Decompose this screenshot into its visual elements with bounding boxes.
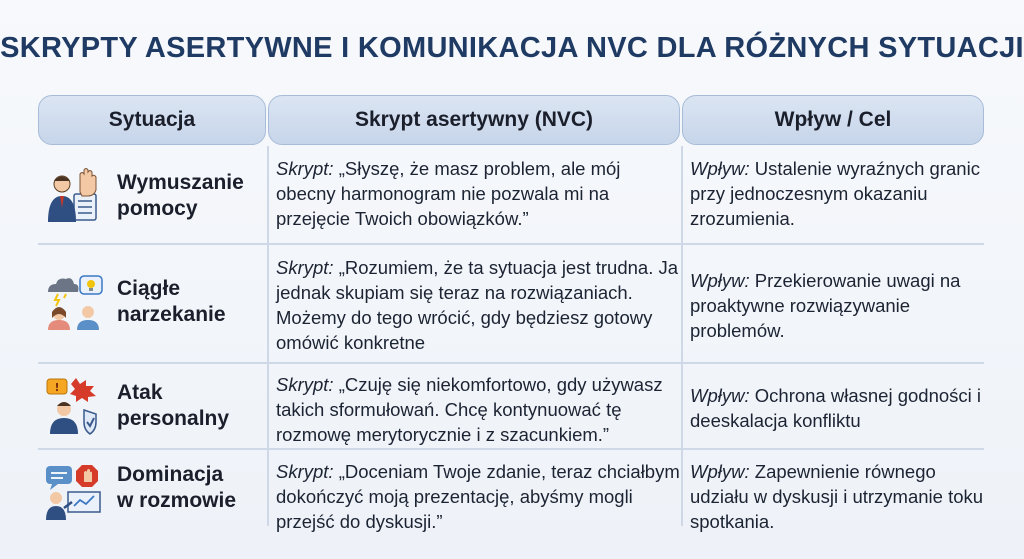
script-label: Skrypt: [276,461,334,482]
row-divider [38,448,984,450]
person-shield-icon [44,376,104,436]
effect-cell [690,383,985,433]
situation-line: Wymuszanie [117,171,244,194]
effect-text: Ustalenie wyraźnych granic przy jednoczesnym okazaniu zrozumienia. [690,158,980,229]
speech-stop-presentation-icon [44,462,104,522]
script-cell [276,255,680,355]
header-effect-label: Wpływ / Cel [774,108,892,131]
script-text: „Słyszę, że masz problem, ale mój obecny harmonogram nie pozwala mi na przejęcie Twoich obowiązków.” [276,158,621,229]
person-stop-hand-icon [44,166,104,226]
situation-line: Atak [117,381,163,404]
situation-line: Ciągłe [117,277,181,300]
situation-label [117,462,267,514]
situation-line: pomocy [117,197,198,220]
situation-line: narzekanie [117,303,226,326]
situation-label [117,380,267,432]
situation-label [117,170,267,222]
effect-text: Przekierowanie uwagi na proaktywne rozwiązywanie problemów. [690,270,961,341]
effect-cell [690,459,985,534]
page-title: SKRYPTY ASERTYWNE I KOMUNIKACJA NVC DLA RÓŻNYCH SYTUACJI [0,32,1024,64]
effect-label: Wpływ: [690,461,750,482]
situation-line: w rozmowie [117,489,237,512]
script-label: Skrypt: [276,374,334,395]
situation-line: personalny [117,407,230,430]
header-script [268,95,680,145]
script-text: „Czuję się niekomfortowo, gdy używasz takich sformułowań. Chcę kontynuować tę rozmowę merytorycznie i z szacunkiem.” [276,374,663,445]
script-cell [276,459,680,534]
script-cell [276,372,680,447]
effect-label: Wpływ: [690,158,750,179]
header-situation-label: Sytuacja [108,108,196,131]
row-divider [38,362,984,364]
effect-cell [690,268,985,343]
effect-label: Wpływ: [690,385,750,406]
svg-text:!: ! [54,381,60,394]
effect-text: Zapewnienie równego udziału w dyskusji i utrzymanie toku spotkania. [690,461,984,532]
situation-label [117,276,267,328]
row-divider [38,243,984,245]
header-script-label: Skrypt asertywny (NVC) [354,108,594,131]
script-cell [276,156,680,231]
effect-text: Ochrona własnej godności i deeskalacja konfliktu [690,385,982,431]
header-effect [682,95,984,145]
situation-line: Dominacja [117,463,224,486]
column-divider [681,146,683,526]
script-text: „Doceniam Twoje zdanie, teraz chciałbym dokończyć moją prezentację, abyśmy mogli przejść do dyskusji.” [276,461,680,532]
effect-cell [690,156,985,231]
effect-label: Wpływ: [690,270,750,291]
script-label: Skrypt: [276,257,334,278]
storm-cloud-lightbulb-icon [44,272,104,332]
header-situation [38,95,266,145]
script-label: Skrypt: [276,158,334,179]
column-divider [267,146,269,526]
script-text: „Rozumiem, że ta sytuacja jest trudna. Ja jednak skupiam się teraz na rozwiązaniach. Możemy do tego wrócić, gdy będziesz gotowy omówić konkretne [276,257,679,353]
